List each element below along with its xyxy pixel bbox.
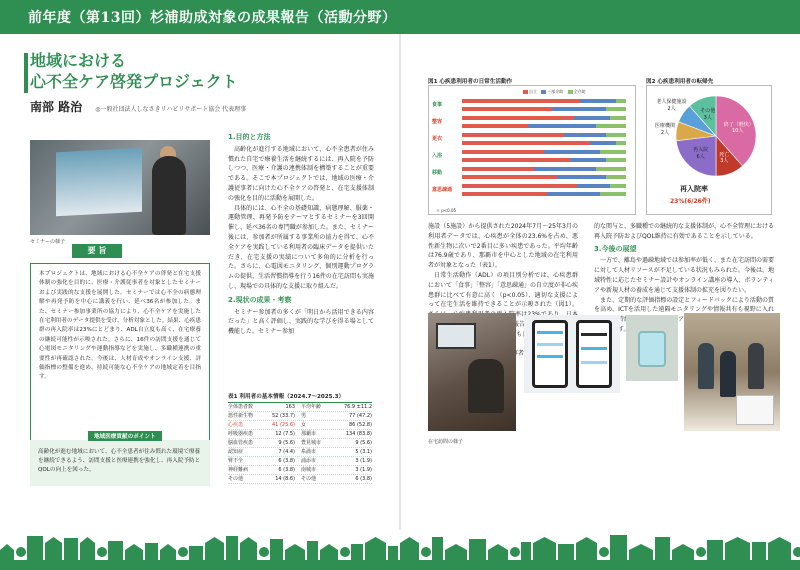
home-visit-caption: 在宅訪問の様子 xyxy=(428,439,464,445)
figure1-bar xyxy=(462,124,626,128)
figure1-bar-segment xyxy=(610,184,626,188)
footer-tree xyxy=(97,547,107,557)
table-cell: 9 (5.6) xyxy=(278,440,295,446)
author-row xyxy=(30,96,246,115)
footer-house xyxy=(0,544,14,560)
figure1-bar-segment xyxy=(544,150,600,154)
figure1-bar-segment xyxy=(616,99,626,103)
footer-house xyxy=(285,544,305,560)
footer-tree xyxy=(793,547,800,557)
section-3-heading: 3.今後の展望 xyxy=(594,244,637,253)
patient-shape xyxy=(468,359,504,413)
footer-building xyxy=(64,538,78,560)
tablet-bar xyxy=(581,333,607,336)
table-row xyxy=(228,448,372,457)
tablet-bar xyxy=(537,331,563,334)
figure2-title: 図2 心疾患利用者の転帰先 xyxy=(646,79,714,85)
footer-building xyxy=(707,540,723,560)
figure1-bar xyxy=(462,141,626,145)
pie-label-category: 終了（軽快） xyxy=(723,121,754,128)
section-2-paragraph-1: セミナー参加者の多くが「明日から活用できる内容だった」と高く評価し、実践的な学びを得る場として機能した。セミナー参加 xyxy=(228,308,374,336)
footer-building xyxy=(270,539,283,560)
pie-label-category: 老人保健施設 xyxy=(656,99,687,106)
footer-house xyxy=(629,544,653,560)
pie-label-category: その他 xyxy=(700,108,716,115)
figure1-bar-segment xyxy=(534,167,596,171)
summary-text: 本プロジェクトは、地域における心不全ケアの啓発と在宅支援体制の強化を目的に、医療・介護従事者を対象としたセミナーおよび実践的な支援を展開した。セミナーでは心不全の病態理解や再発予防を中心に講義を行い、延べ36名が参加した。また、セミナー参加事業所の協力により、心不全ケアを実施した在宅利用者のデータ提供を受け、分析対象とした。結果、心疾患群の再入院率は23%にとどまり、ADL自立度も高く、在宅療養の継続可能性が示唆された。さらに、16件の訪問支援を通じて心電図モニタリングや運動指導などを実施し、多職種連携の重要性が再確認された。今後は、人材育成やオンライン支援、評価指標の整備を進め、持続可能な心不全ケアの地域定着を目指す。 xyxy=(39,271,201,381)
footer-house xyxy=(240,537,257,560)
figure1-bar-segment xyxy=(596,124,626,128)
footer-building xyxy=(27,536,43,560)
footer-house xyxy=(445,544,467,560)
footer-tree xyxy=(16,547,26,557)
figure1-bar-segment xyxy=(616,141,626,145)
figure1-bar-segment xyxy=(610,116,626,120)
footer-tree xyxy=(421,547,431,557)
figure1-bar xyxy=(462,167,626,171)
footer-town-silhouette xyxy=(0,530,800,570)
pie-label xyxy=(724,122,752,135)
figure1-group-label: 意思疎通 xyxy=(432,187,453,193)
figure1-title: 図1 心疾患利用者の日常生活動作 xyxy=(428,79,513,85)
footer-building xyxy=(521,542,531,560)
figure1-bar xyxy=(462,133,626,137)
tablet-bar xyxy=(581,361,607,364)
footer-house xyxy=(533,537,556,560)
point-label: 地域医療貢献のポイント xyxy=(88,431,162,441)
tablet-bar xyxy=(581,347,607,350)
table-row xyxy=(228,457,372,466)
table-cell: 全体患者数 xyxy=(228,404,254,410)
figure1-group-label: 整容 xyxy=(432,119,443,125)
table-cell: 6 (3.8) xyxy=(278,458,295,464)
figure1-bar xyxy=(462,107,626,111)
footer-building xyxy=(108,541,123,560)
figure1-bar-segment xyxy=(528,124,597,128)
table-cell: 浦添市 xyxy=(301,458,317,464)
figure1-group-label: 移動 xyxy=(432,170,443,176)
footer-building xyxy=(610,535,627,560)
person-shape xyxy=(720,351,736,397)
figure1-bar-segment xyxy=(462,158,570,162)
figure1-bar xyxy=(462,175,626,179)
pie-label-value: 3人 xyxy=(720,158,729,165)
table-row xyxy=(228,439,372,448)
column-4-paragraph-1: 的な関与と、多職種での継続的な支援体制が、心不全管理における再入院予防およびQOL維持に有効であることを示している。 xyxy=(594,223,775,240)
table-cell: 神経難病 xyxy=(228,467,249,473)
figure1-bar xyxy=(462,192,626,196)
header-bar xyxy=(0,0,800,34)
figure1-bar-segment xyxy=(570,158,606,162)
figure1-bar-segment xyxy=(462,192,547,196)
summary-label: 要 旨 xyxy=(72,244,122,258)
photo-tablets xyxy=(524,315,620,393)
figure1-bar-segment xyxy=(462,133,564,137)
monitor-shape xyxy=(436,323,476,349)
photo-home-visit-ecg xyxy=(428,313,516,431)
tablet-2 xyxy=(576,320,612,388)
footer-house xyxy=(400,537,419,560)
title-line-2: 心不全ケア啓発プロジェクト xyxy=(30,72,238,91)
table1-title: 表1 利用者の基本情報（2024.7～2025.3） xyxy=(228,394,345,400)
section-1-paragraph-2: 具体的には、心不全の基礎知識、病態理解、服薬・運動管理、再発予防をテーマとするセミナーを3回開催し、延べ36名の専門職が参加した。また、セミナー後には、参加者が所属する事業所の協力を得て、心不全ケアを実践している利用者の臨床データを提供いただき、在宅支援の実績について多角的に分析を行った。さらに、心電図モニタリング、個別運動プログラムの提供、生活習慣指導を行う16件の在宅訪問も実施し、現場での具体的な支援に取り組んだ。 xyxy=(228,204,374,290)
table-cell: 糸満市 xyxy=(301,449,317,455)
figure1-bar-segment xyxy=(590,141,616,145)
figure1-bar xyxy=(462,184,626,188)
tablet-bar xyxy=(537,355,563,358)
point-box xyxy=(30,440,210,486)
table-cell: 呼吸器疾患 xyxy=(228,431,254,437)
footer-building xyxy=(469,539,486,560)
table-row xyxy=(228,421,372,430)
footer-house xyxy=(80,537,95,560)
figure1-bar-segment xyxy=(462,167,534,171)
figure1-bar-segment xyxy=(462,175,557,179)
section-1-heading: 1.目的と方法 xyxy=(228,133,271,141)
equipment-shape xyxy=(736,395,774,425)
pie-label-value: 10人 xyxy=(732,128,744,135)
figure1-bar-segment xyxy=(564,133,607,137)
author-affiliation: ◎一般社団法人しなさきリハビリサポート協会 代表理事 xyxy=(95,106,247,113)
pie-label-value: 3人 xyxy=(703,114,712,121)
footer-building xyxy=(307,541,318,560)
column-4-paragraph-3: また、定期的な評価指標の設定とフィードバックにより活動の質を高め、ICTを活用した遠隔モニタリングや情報共有も視野に入れ 、持続 ケア 指す。 xyxy=(594,296,774,333)
pie-label xyxy=(648,123,682,136)
footer-house xyxy=(672,544,694,560)
figure1-bar xyxy=(462,116,626,120)
pie-label xyxy=(655,99,689,112)
footer-tree xyxy=(510,547,520,557)
table-cell: 3 (1.9) xyxy=(355,458,372,464)
table-cell: 脳血管疾患 xyxy=(228,440,254,446)
readmission-value: 23%(6/26件) xyxy=(670,198,711,205)
legend-label-1: 自立 xyxy=(529,89,537,94)
section-2-heading: 2.現状の成果・考察 xyxy=(228,295,292,304)
figure1-group-label: 食事 xyxy=(432,102,443,108)
pie-label-value: 2人 xyxy=(660,129,670,136)
column-4-paragraph-2: 一方で、離島や過疎地域では参加率が低く、また在宅訪問の需要に対して人材リソースが不足している状況もみられた。今後は、地域特性に応じたセミナー設計やオンライン講座の導入、ボランティアや新規人材の養成を通じて支援体制の拡充を図りたい。 xyxy=(594,257,774,294)
figure1-bar-segment xyxy=(462,184,577,188)
pie-label-value: 6人 xyxy=(696,153,705,160)
legend-swatch-1 xyxy=(523,90,528,94)
pie-label-value: 2人 xyxy=(667,105,676,112)
table-cell: 52 (33.7) xyxy=(272,413,295,419)
footer-house xyxy=(320,544,338,560)
footer-building xyxy=(388,546,398,560)
footer-house xyxy=(45,537,62,560)
footer-house xyxy=(205,537,224,560)
footer-building xyxy=(752,542,766,560)
header-title: 前年度（第13回）杉浦助成対象の成果報告（活動分野） xyxy=(28,10,397,26)
table-cell: 6 (3.8) xyxy=(355,476,372,482)
figure1-legend xyxy=(520,89,586,95)
figure1-bar-segment xyxy=(557,175,606,179)
table-row xyxy=(228,475,372,484)
figure1-group-label: 入浴 xyxy=(432,153,443,159)
presenter-figure xyxy=(152,156,186,235)
footer-house xyxy=(725,537,750,560)
footer-ground xyxy=(0,560,800,570)
table-cell: 3 (1.9) xyxy=(355,467,372,473)
footer-tree xyxy=(178,547,188,557)
home-visit-photos xyxy=(428,313,780,436)
author-name: 南部 路治 xyxy=(30,100,83,114)
table-cell: 6 (3.8) xyxy=(278,467,295,473)
figure1-bar xyxy=(462,99,626,103)
table-cell: 女 xyxy=(301,422,307,428)
summary-box xyxy=(30,263,210,441)
table-cell: 那覇市 xyxy=(301,431,317,437)
column-3-paragraph-2: 日常生活動作（ADL）の項目別分析では、心疾患群において「食事」「整容」「意思疎通」の自立度が非心疾患群に比べて有意に高く（p<0.05）、適切な支援によって在宅生活を維持できることが示唆された（図1）。 院率は 報告す 較しても良好 xyxy=(428,271,579,338)
figure1-bar-segment xyxy=(462,124,528,128)
figure1-bar-segment xyxy=(606,175,626,179)
figure1-bar-segment xyxy=(574,116,610,120)
figure1-bar-segment xyxy=(462,150,544,154)
tablet-1 xyxy=(532,320,568,388)
pie-label-category: 医療機関 xyxy=(654,123,675,130)
footer-building xyxy=(189,546,203,560)
figure1-bar-segment xyxy=(462,99,580,103)
seminar-photo-caption: セミナーの様子 xyxy=(30,239,66,245)
figure1-bar-segment xyxy=(552,107,606,111)
pie-label-category: 再入院 xyxy=(693,147,709,154)
person-shape xyxy=(748,343,764,389)
table-cell: その他 xyxy=(228,476,244,482)
pie-label xyxy=(694,108,722,121)
figure1-bar-segment xyxy=(462,116,574,120)
footer-house xyxy=(768,537,791,560)
table-cell: 豊見城市 xyxy=(301,440,322,446)
table-cell: 7 (4.4) xyxy=(278,449,295,455)
footer-building xyxy=(351,544,363,560)
footer-tree xyxy=(340,547,350,557)
seminar-photo xyxy=(30,140,210,235)
table-cell: 134 (83.8) xyxy=(345,431,372,437)
table-cell: 5 (3.1) xyxy=(355,449,372,455)
legend-label-2: 一部介助 xyxy=(547,89,564,94)
article-title xyxy=(30,50,238,92)
table-row xyxy=(228,403,372,412)
figure1-bar-segment xyxy=(606,158,626,162)
figure1-bar-segment xyxy=(606,107,626,111)
page-spine xyxy=(399,34,401,530)
table-cell: 平均年齢 xyxy=(301,404,322,410)
footer-tree xyxy=(696,547,706,557)
legend-swatch-2 xyxy=(541,90,546,94)
table-row xyxy=(228,430,372,439)
figure1-bar xyxy=(462,158,626,162)
table-cell: 163 xyxy=(285,404,295,410)
tablet-bar xyxy=(537,343,563,346)
legend-label-3: 全介助 xyxy=(573,89,586,94)
table-row xyxy=(228,412,372,421)
table-cell: 認知症 xyxy=(228,449,244,455)
footer-house xyxy=(160,544,176,560)
table1 xyxy=(228,402,372,484)
table-row xyxy=(228,466,372,475)
figure1-bar-segment xyxy=(606,133,626,137)
footer-house xyxy=(365,537,386,560)
pie-label xyxy=(687,147,715,160)
footer-building xyxy=(432,537,443,560)
column-3-paragraph-1: 施設（5施設）から提供された2024年7月～25年3月の利用者データでは、心疾患が全体の23.6%を占め、悪性新生物に次いで2番目に多い疾患であった。平均年齢は76.9歳であり、那覇市を中心とした地域の在宅利用者が対象となった（表1）。 xyxy=(428,223,578,270)
figure1-bar-segment xyxy=(462,107,552,111)
footer-building xyxy=(655,537,670,560)
title-accent-bar xyxy=(24,53,28,93)
title-line-1: 地域における xyxy=(30,51,127,70)
footer-tree xyxy=(599,547,609,557)
table-cell: 14 (8.6) xyxy=(275,476,295,482)
person-shape xyxy=(698,343,714,389)
table-cell: 12 (7.5) xyxy=(275,431,295,437)
readmission-label: 再入院率 xyxy=(680,185,708,193)
figure1-bar-segment xyxy=(600,150,626,154)
projector-screen xyxy=(56,148,142,217)
body-column-2 xyxy=(228,132,374,337)
footer-house xyxy=(125,544,143,560)
footer-building xyxy=(558,544,574,560)
figure1-note: ＊ p<0.05 xyxy=(436,208,457,213)
table-cell: その他 xyxy=(301,476,317,482)
legend-swatch-3 xyxy=(568,90,573,94)
table-cell: 男 xyxy=(301,413,307,419)
photo-exercise-guidance xyxy=(684,313,780,431)
figure1-bar-segment xyxy=(580,99,616,103)
ecg-device-shape xyxy=(638,331,666,367)
footer-house xyxy=(488,544,508,560)
figure1-bar-segment xyxy=(547,192,599,196)
footer-building xyxy=(145,543,158,560)
table-cell: 南城市 xyxy=(301,467,317,473)
figure1-bar-segment xyxy=(600,192,626,196)
table-cell: 77 (47.2) xyxy=(349,413,372,419)
figure1-bar-segment xyxy=(596,167,626,171)
table-cell: 腎不全 xyxy=(228,458,244,464)
point-text: 高齢化が進む地域において、心不全患者が住み慣れた環境で療養を継続できるよう、訪問支援と医療連携を強化し、再入院予防とQOLの向上を図った。 xyxy=(38,449,201,473)
footer-building xyxy=(226,536,238,560)
pie-label-category: 死亡 xyxy=(719,151,730,158)
footer-tree xyxy=(259,547,269,557)
table-cell: 41 (25.6) xyxy=(272,422,295,428)
photo-ecg-device xyxy=(626,315,678,381)
table-cell: 心疾患 xyxy=(228,422,244,428)
table-cell: 悪性新生物 xyxy=(228,413,254,419)
figure1-group-label: 更衣 xyxy=(432,136,443,142)
figure1-bar-segment xyxy=(577,184,610,188)
section-1-paragraph-1: 高齢化が進行する地域において、心不全患者が住み慣れた自宅で療養生活を継続するには、再入院を予防しつつ、医療・介護の連携体制を構築することが重要である。そこで本プロジェクトでは、地域の医療・介護従事者に向けた心不全ケアの啓発と、在宅支援体制の強化を目的に活動を展開した。 xyxy=(228,145,374,202)
table-cell: 76.9 ±11.2 xyxy=(343,404,372,410)
table-cell: 86 (52.8) xyxy=(349,422,372,428)
footer-house xyxy=(576,537,597,560)
figure1-bar-segment xyxy=(462,141,590,145)
figure1-bar xyxy=(462,150,626,154)
table-cell: 9 (5.6) xyxy=(355,440,372,446)
